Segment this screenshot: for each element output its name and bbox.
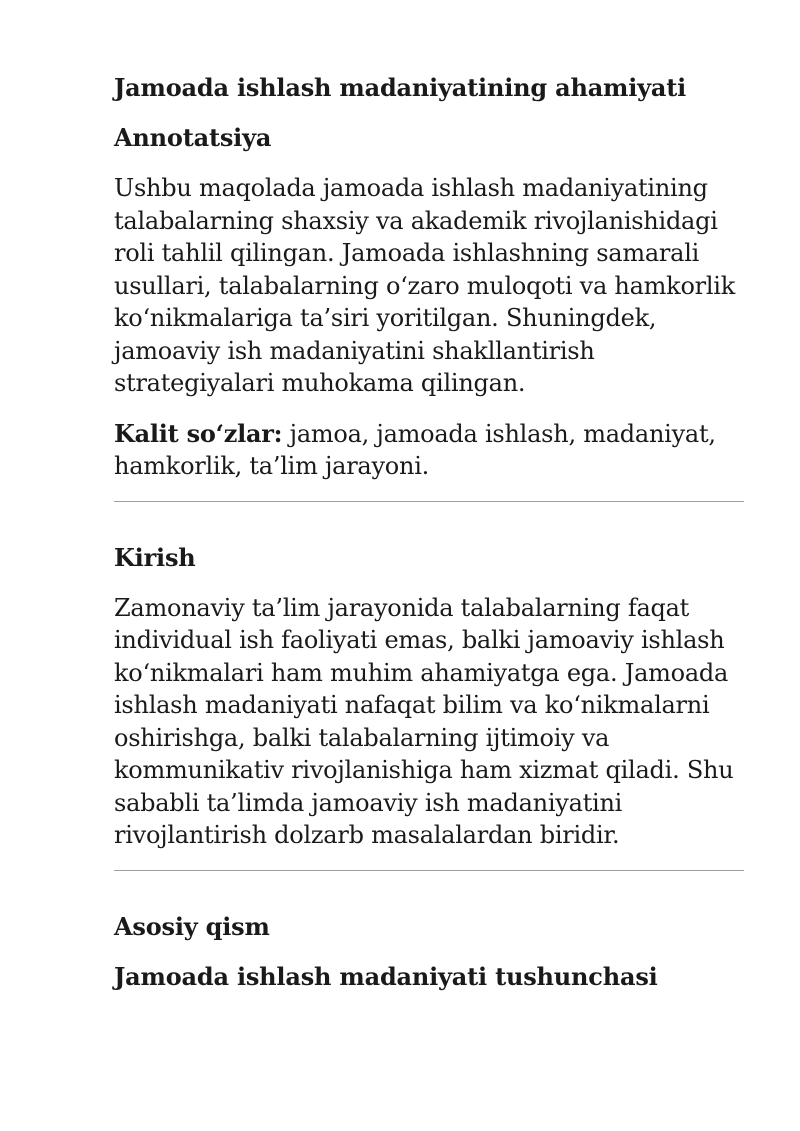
keywords-label: Kalit so‘zlar: [114,418,283,448]
introduction-heading: Kirish [114,542,196,572]
introduction-text: Zamonaviy ta’lim jarayonida talabalarning faqat individual ish faoliyati emas, balki jamoaviy ishlash ko‘nikmalari ham muhim ahamiyatga ega. Jamoada ishlash madaniyati nafaqat bilim va ko‘nikmalarni oshirishga, balki talabalarning ijtimoiy va kommunikativ rivojlanishiga ham xizmat qiladi. Shu sababli ta’limda jamoaviy ish madaniyatini rivojlantirish dolzarb masalalardan biridir. [114,593,734,849]
document-page [114,72,744,993]
main-subheading: Jamoada ishlash madaniyati tushunchasi [114,961,658,991]
main-heading: Asosiy qism [114,911,270,941]
document-title: Jamoada ishlash madaniyatining ahamiyati [114,73,687,102]
abstract-heading: Annotatsiya [114,123,272,152]
section-divider [114,870,744,871]
abstract-text: Ushbu maqolada jamoada ishlash madaniyatining talabalarning shaxsiy va akademik rivojlanishidagi roli tahlil qilingan. Jamoada ishlashning samarali usullari, talabalarning o‘zaro muloqoti va hamkorlik ko‘nikmalariga ta’siri yoritilgan. Shuningdek, jamoaviy ish madaniyatini shakllantirish strategiyalari muhokama qilingan. [114,174,736,397]
keywords-list: jamoa, jamoada ishlash, madaniyat, hamkorlik, ta’lim jarayoni. [114,419,716,480]
section-divider [114,501,744,502]
keywords-line [114,418,744,483]
